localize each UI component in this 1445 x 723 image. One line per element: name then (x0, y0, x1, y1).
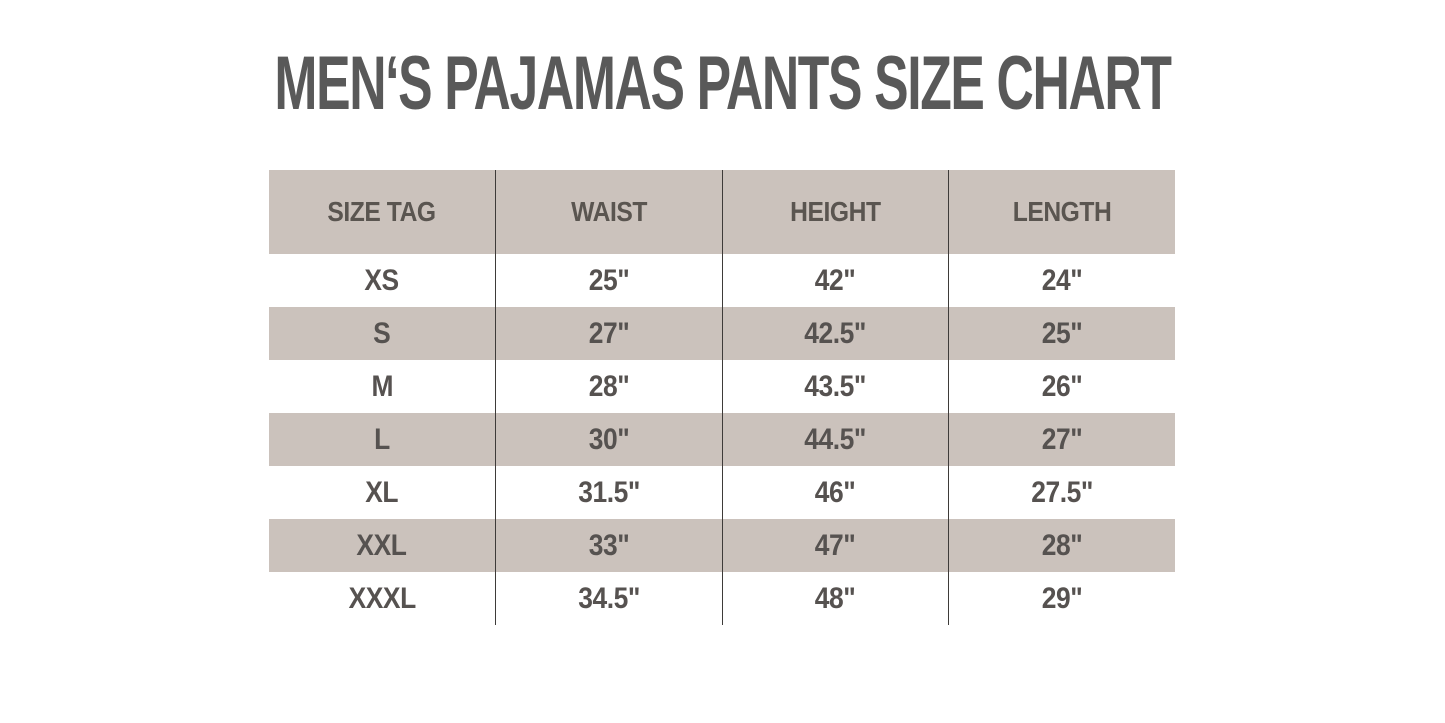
size-tag-value: XXL (356, 528, 407, 562)
height-value: 42" (722, 254, 949, 307)
height-value: 42.5" (722, 307, 949, 360)
waist-value: 28" (495, 360, 722, 413)
size-tag-value: S (373, 316, 391, 350)
length-value: 26" (948, 360, 1175, 413)
size-tag-value: XS (364, 263, 400, 297)
waist-value: 27" (495, 307, 722, 360)
table-row-l (269, 413, 1175, 466)
table-header-row (269, 170, 1175, 254)
height-value: 47" (722, 519, 949, 572)
length-value: 28" (948, 519, 1175, 572)
column-header-length: LENGTH (948, 170, 1175, 254)
size-tag-value: L (374, 422, 390, 456)
size-tag-value: XL (365, 475, 399, 509)
length-value: 27" (948, 413, 1175, 466)
table-row-m (269, 360, 1175, 413)
height-value: 48" (722, 572, 949, 625)
page-title: MEN‘S PAJAMAS PANTS SIZE CHART (274, 41, 1171, 126)
length-value: 27.5" (948, 466, 1175, 519)
column-header-height: HEIGHT (722, 170, 949, 254)
length-value: 29" (948, 572, 1175, 625)
table-row-xs (269, 254, 1175, 307)
column-header-waist: WAIST (495, 170, 722, 254)
size-tag-value: XXXL (348, 581, 416, 615)
length-value: 24" (948, 254, 1175, 307)
height-value: 46" (722, 466, 949, 519)
size-table (269, 170, 1175, 625)
table-row-s (269, 307, 1175, 360)
table-row-xl (269, 466, 1175, 519)
size-tag-value: M (371, 369, 393, 403)
height-value: 43.5" (722, 360, 949, 413)
table-row-xxl (269, 519, 1175, 572)
waist-value: 25" (495, 254, 722, 307)
waist-value: 30" (495, 413, 722, 466)
table-row-xxxl (269, 572, 1175, 625)
length-value: 25" (948, 307, 1175, 360)
waist-value: 31.5" (495, 466, 722, 519)
waist-value: 33" (495, 519, 722, 572)
height-value: 44.5" (722, 413, 949, 466)
waist-value: 34.5" (495, 572, 722, 625)
column-header-size-tag: SIZE TAG (327, 196, 437, 227)
